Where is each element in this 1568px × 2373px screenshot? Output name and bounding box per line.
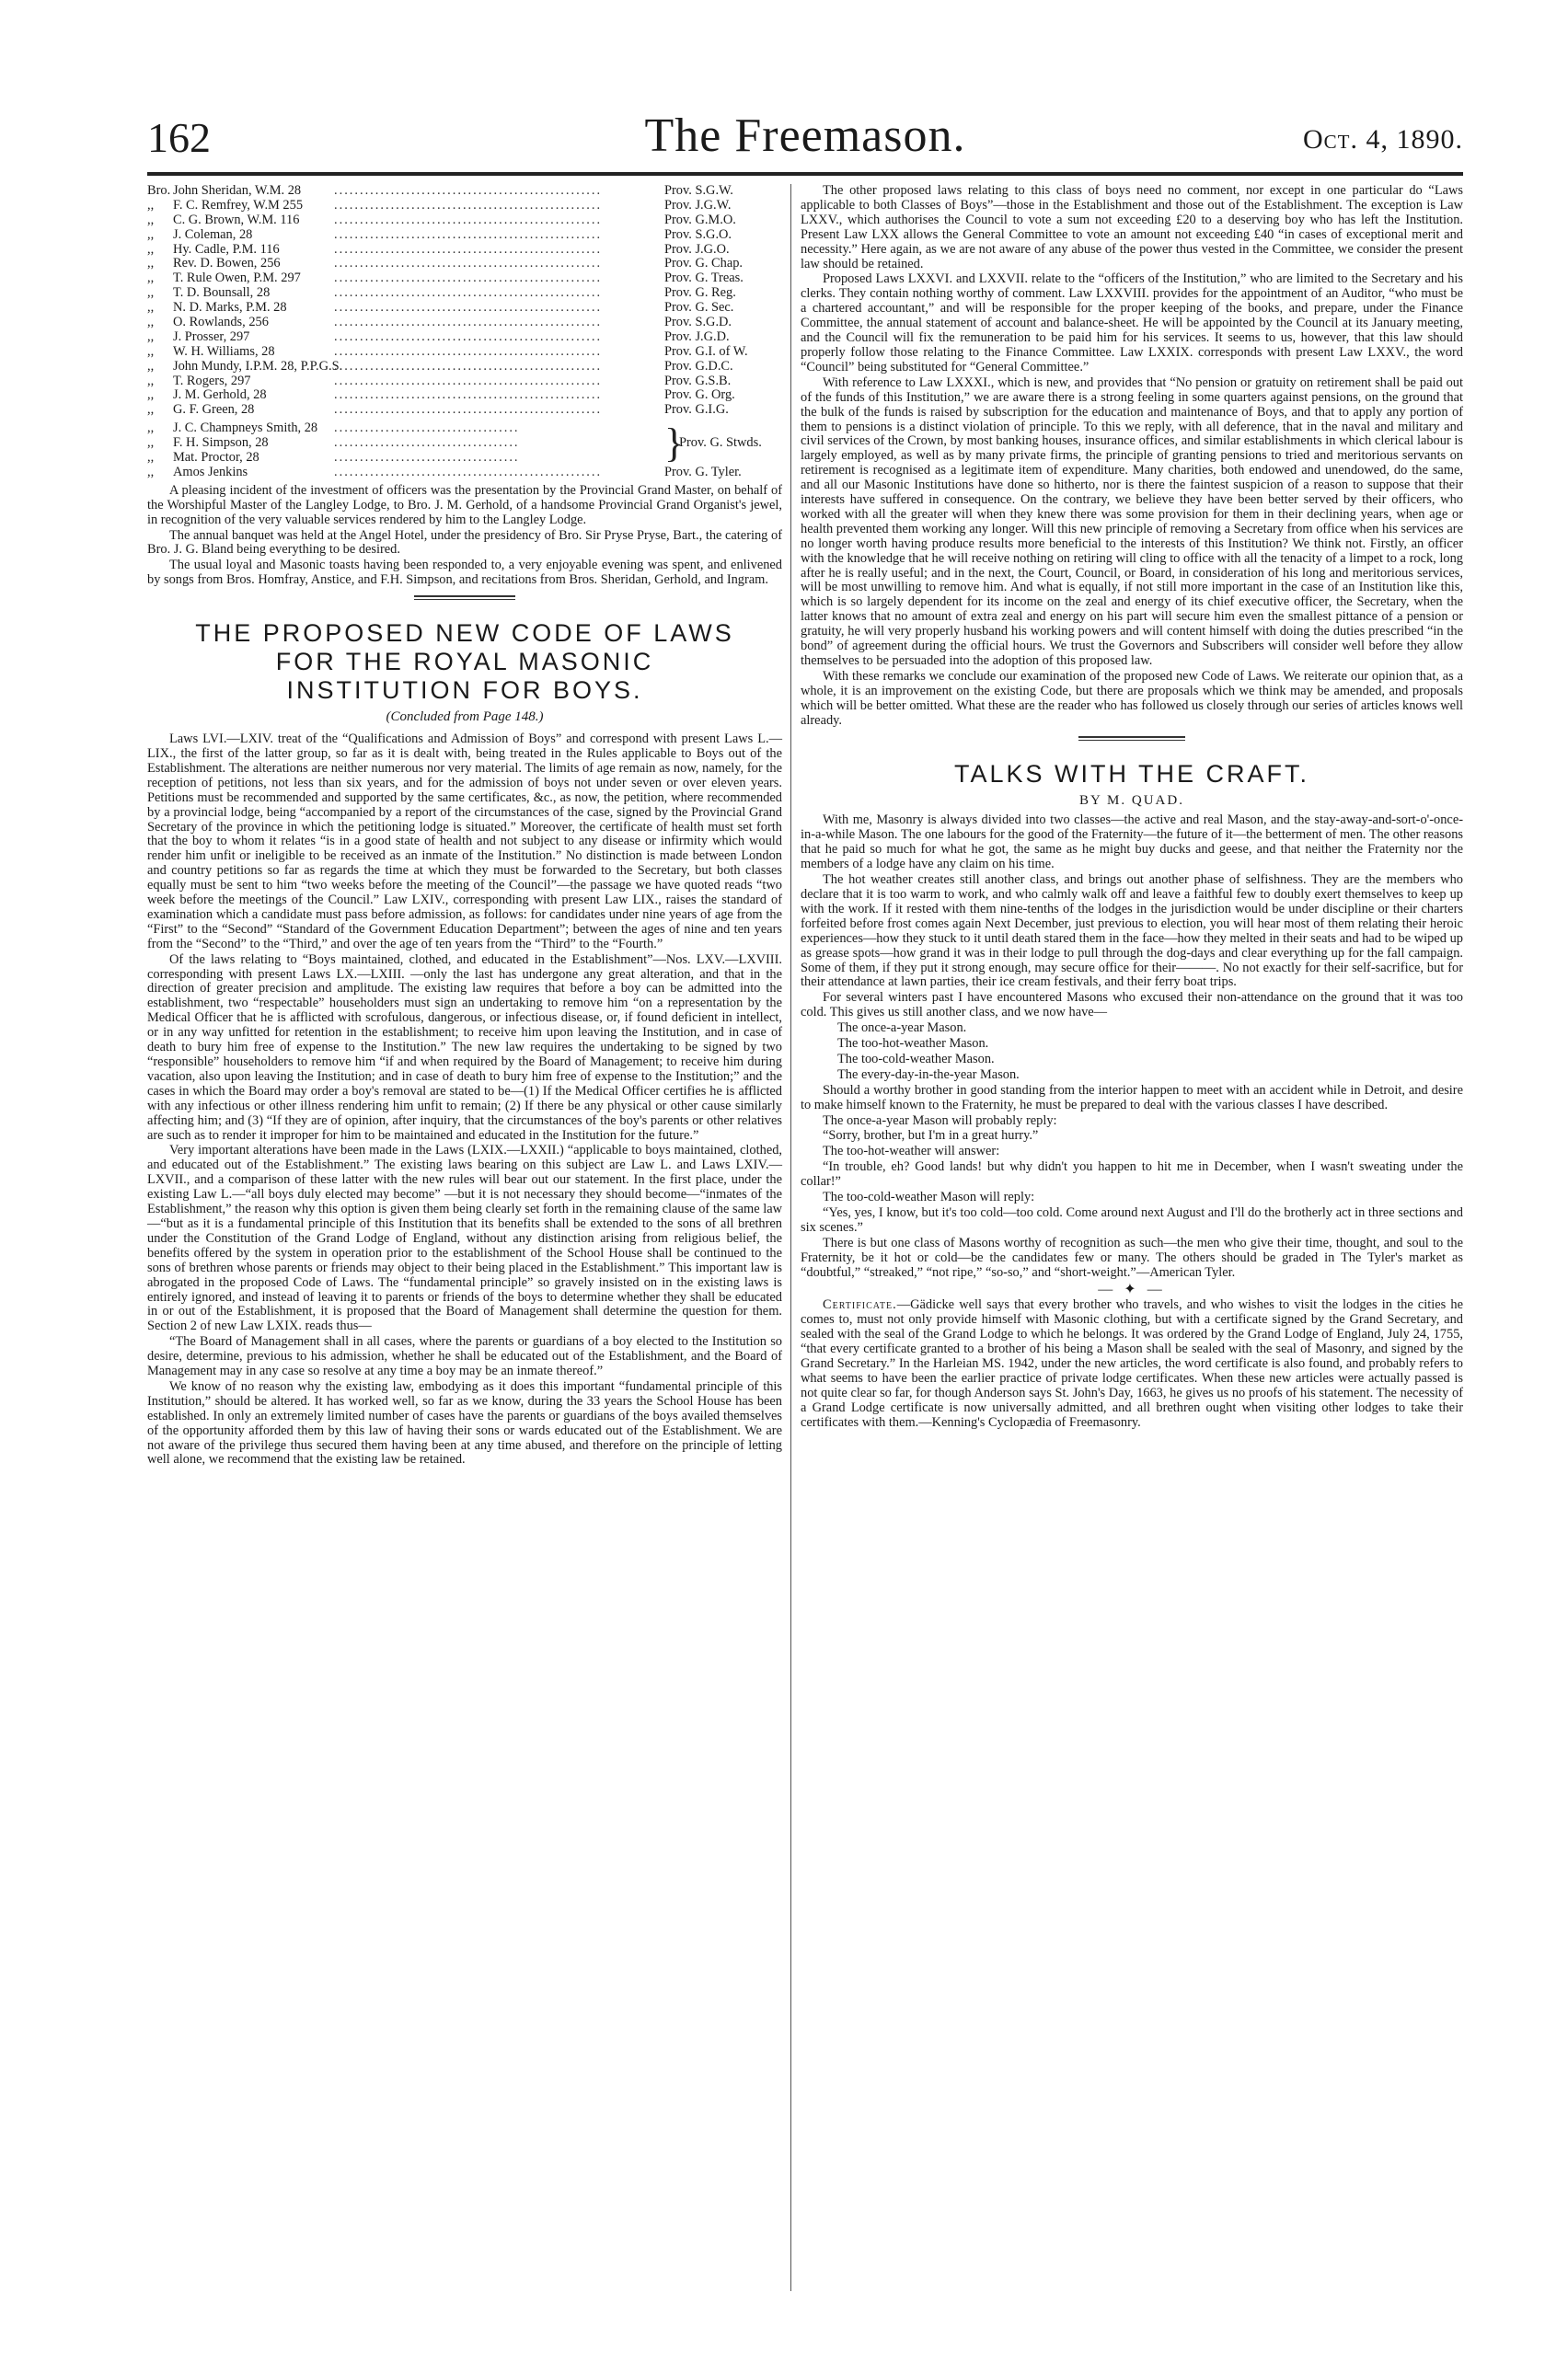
leader-dots: ....................................................	[334, 388, 603, 403]
officer-rank: Prov. G.I.G.	[664, 403, 729, 418]
officer-prefix: ,,	[147, 257, 155, 271]
brace-symbol: }	[664, 420, 685, 467]
leader-dots: ....................................................	[334, 344, 603, 359]
certificate-paragraph	[801, 1298, 1463, 1430]
officer-name: Amos Jenkins	[173, 465, 248, 479]
article-paragraph: “Sorry, brother, but I'm in a great hurry.”	[823, 1128, 1039, 1144]
officer-row	[147, 403, 782, 418]
officer-row	[147, 228, 782, 243]
article-paragraph: The hot weather creates still another class, and brings out another phase of selfishness. They are the members who declare that it is too warm to work, and who calmly walk off and leave a faithful few to doubly exert themselves to keep up with the work. If it rested with them nine-tenths of the lodges in the jurisdiction would be under discipline or their charters forfeited before frost comes again Next December, just previous to election, you will hear most of them relating their heroic experiences—how they stuck to it until death stared them in the face—how they melted in their seats and had to be wiped up as grease spots—how grand it was in their lodge to pull through the dog-days and clear everything up for the fall campaign. Some of them, if they put it strong enough, may secure office for their———. No not exactly for their self-sacrifice, but for their attendance at lawn parties, their ice cream festivals, and their ferry boat trips.	[801, 872, 1463, 990]
left-column	[147, 184, 782, 1469]
officer-prefix: ,,	[147, 403, 155, 418]
officer-prefix: ,,	[147, 227, 155, 242]
officer-name: J. Coleman, 28	[173, 227, 253, 242]
officer-rank: Prov. G.S.B.	[664, 374, 732, 388]
officer-name: J. M. Gerhold, 28	[173, 388, 267, 403]
section-rule	[801, 734, 1463, 743]
list-item: The too-cold-weather Mason.	[837, 1051, 995, 1066]
officer-name: C. G. Brown, W.M. 116	[173, 213, 300, 227]
officer-prefix: ,,	[147, 359, 155, 374]
officer-prefix: ,,	[147, 301, 155, 316]
officer-row	[147, 199, 782, 213]
article-paragraph: The once-a-year Mason will probably reply:	[823, 1112, 1057, 1128]
article-paragraph: There is but one class of Masons worthy of recognition as such—the men who give their time, thought, and soul to the Fraternity, be it hot or cold—be the candidates few or many. The others should be graded in The Tyler's market as “doubtful,” “streaked,” “not ripe,” “so-so,” and “short-weight.”—American Tyler.	[801, 1235, 1463, 1280]
officer-row-steward	[147, 436, 664, 451]
certificate-lead: Certificate.	[823, 1297, 897, 1313]
officer-row	[147, 388, 782, 403]
officer-name: Mat. Proctor, 28	[173, 451, 259, 466]
officer-name: John Sheridan, W.M. 28	[173, 184, 302, 198]
officer-prefix: ,,	[147, 316, 155, 330]
article-paragraph: Of the laws relating to “Boys maintained, clothed, and educated in the Establishment”—Nos. LXV.—LXVIII. corresponding with present Laws LX.—LXIII. —only the last has undergone any great alteration, and that in the direction of greater precision and amplitude. The existing law requires that before a boy can be admitted into the establishment, two “respectable” householders must sign an undertaking to remove him “on a representation by the Medical Officer that he is afflicted with scrofulous, dangerous, or infectious disease, or, if found deficient in intellect, or in any way unfitted for retention in the establishment; to receive him upon leaving the Institution, and in case of death to bury him free of expense to the Institution.” The new law requires the undertaking to be signed by two “responsible” householders to remove him “if and when required by the Board of Management; to receive him during vacation, also upon leaving the Institution; and in case of death to bury him free of expense to the Institution;” and the cases in which the Board may order a boy's removal are stated to be—(1) If the Medical Officer certifies he is afflicted with any infectious or other illness rendering him unfit to remain; (2) If there be any physical or other cause similarly affecting him; and (3) “If they are of opinion, after inquiry, that the circumstances of the boy's parents or other relatives are such as to render it improper for him to be maintained and educated in the Institution for the future.”	[147, 951, 782, 1143]
officer-name: J. C. Champneys Smith, 28	[173, 421, 318, 436]
list-item: The too-hot-weather Mason.	[837, 1036, 989, 1052]
officer-row	[147, 243, 782, 258]
officer-row	[147, 301, 782, 316]
leader-dots: ....................................................	[334, 257, 603, 271]
article-subheading: (Concluded from Page 148.)	[386, 709, 544, 725]
officer-rank: Prov. G. Tyler.	[664, 465, 742, 479]
column-divider	[790, 184, 791, 2291]
leader-dots: ....................................................	[334, 184, 603, 198]
section-rule	[147, 593, 782, 603]
officer-prefix: ,,	[147, 242, 155, 257]
leader-dots: ....................................................	[334, 271, 603, 286]
officer-rank: Prov. G. Chap.	[664, 257, 744, 271]
officer-name: T. Rogers, 297	[173, 374, 251, 388]
leader-dots: ....................................................	[334, 301, 603, 316]
officer-name: J. Prosser, 297	[173, 329, 250, 344]
leader-dots: ....................................	[334, 451, 520, 466]
officer-row	[147, 345, 782, 360]
article-heading-code: THE PROPOSED NEW CODE OF LAWS FOR THE ROYAL MASONIC INSTITUTION FOR BOYS.	[195, 619, 734, 705]
officer-prefix: ,,	[147, 421, 155, 436]
leader-dots: ....................................................	[334, 374, 603, 388]
leader-dots: ....................................	[334, 421, 520, 436]
leader-dots: ....................................................	[334, 316, 603, 330]
header-rule	[147, 172, 1463, 176]
leader-dots: ....................................................	[334, 227, 603, 242]
officer-rank: Prov. G. Treas.	[664, 271, 744, 286]
officer-row	[147, 330, 782, 345]
article-paragraph: “In trouble, eh? Good lands! but why didn't you happen to hit me in December, when I wasn't sweating under the collar!”	[801, 1159, 1463, 1190]
list-item: The once-a-year Mason.	[837, 1020, 967, 1036]
page-number: 162	[147, 114, 211, 161]
officer-rank: Prov. G. Reg.	[664, 286, 736, 301]
officer-rank: Prov. G. Sec.	[664, 301, 734, 316]
masthead-title: The Freemason.	[644, 109, 966, 162]
article-paragraph: The too-hot-weather will answer:	[823, 1144, 1000, 1159]
officer-name: John Mundy, I.P.M. 28, P.P.G.S.	[173, 359, 343, 374]
officer-prefix: ,,	[147, 286, 155, 301]
article-paragraph: For several winters past I have encountered Masons who excused their non-attendance on the ground that it was too cold. This gives us still another class, and we now have—	[801, 990, 1463, 1020]
officer-row	[147, 316, 782, 330]
officer-rank: Prov. S.G.D.	[664, 316, 732, 330]
officer-row	[147, 271, 782, 286]
officer-prefix: ,,	[147, 374, 155, 388]
officer-name: N. D. Marks, P.M. 28	[173, 301, 287, 316]
article-paragraph: “Yes, yes, I know, but it's too cold—too cold. Come around next August and I'll do the brotherly act in three sections and six scenes.”	[801, 1205, 1463, 1235]
officer-name: Hy. Cadle, P.M. 116	[173, 242, 280, 257]
officer-list	[147, 184, 782, 418]
officer-row	[147, 286, 782, 301]
officer-name: G. F. Green, 28	[173, 403, 255, 418]
article-paragraph: The other proposed laws relating to this class of boys need no comment, nor except in one particular do “Laws applicable to both Classes of Boys”—those in the Establishment and those out of the Establishment. The exception is Law LXXV., which authorises the Council to vote a sum not exceeding £20 to a deserving boy who has left the Institution. Present Law LXX allows the General Committee to vote an amount not exceeding £40 “in cases of exceptional merit and necessity.” Here again, as we are not aware of any abuse of the power thus vested in the Committee, we consider the present law should be retained.	[801, 183, 1463, 271]
intro-paragraph: The annual banquet was held at the Angel Hotel, under the presidency of Bro. Sir Pryse Pryse, Bart., the catering of Bro. J. G. Bland being everything to be desired.	[147, 527, 782, 558]
officer-row	[147, 374, 782, 389]
officer-row	[147, 360, 782, 374]
article-paragraph: We know of no reason why the existing law, embodying as it does this important “fundamental principle of this Institution,” should be altered. It has worked well, so far as we know, during the 33 years the School House has been established. In only an extremely limited number of cases have the parents or guardians of the boys availed themselves of the opportunity afforded them by this law of having their sons or wards educated out of the Establishment. We are not aware of the privilege thus secured them having been at any time abused, and therefore on the principle of letting well alone, we recommend that the existing law be retained.	[147, 1378, 782, 1468]
article-byline: BY M. QUAD.	[1079, 792, 1184, 808]
issue-date: Oct. 4, 1890.	[1303, 124, 1463, 155]
officer-row	[147, 184, 782, 199]
article-paragraph: Proposed Laws LXXVI. and LXXVII. relate to the “officers of the Institution,” who are limited to the Secretary and his clerks. They contain nothing worthy of comment. Law LXXVIII. provides for the appointment of an Auditor, “who must be a chartered accountant,” and will be responsible for the proper keeping of the books, and prepare, under the Finance Committee, the annual statement of account and balance-sheet. He will be appointed by the Council at its January meeting, and the Council will fix the remuneration to be paid him for his services. It seems to us, however, that this law should properly follow those relating to the Finance Committee. Law LXXIX. corresponds with present Law LXXV., the word “Council” being substituted for “General Committee.”	[801, 271, 1463, 374]
officer-prefix: ,,	[147, 344, 155, 359]
intro-paragraph: The usual loyal and Masonic toasts having been responded to, a very enjoyable evening was spent, and enlivened by songs from Bros. Homfray, Anstice, and F.H. Simpson, and recitations from Bros. Sheridan, Gerhold, and Ingram.	[147, 558, 782, 588]
leader-dots: ....................................................	[334, 465, 603, 479]
officer-name: W. H. Williams, 28	[173, 344, 275, 359]
officer-row-tyler	[147, 466, 782, 480]
officer-name: F. H. Simpson, 28	[173, 436, 269, 451]
leader-dots: ....................................................	[334, 286, 603, 301]
article-quote: “The Board of Management shall in all cases, where the parents or guardians of a boy elected to the Institution so desire, determine, previous to his admission, whether he shall be educated out of the Establishment, and the Board of Management may in any case so resolve at any time a boy may be an inmate thereof.”	[147, 1334, 782, 1379]
officer-name: Rev. D. Bowen, 256	[173, 257, 281, 271]
stewards-rank: Prov. G. Stwds.	[679, 435, 762, 451]
right-column	[801, 184, 1463, 1432]
officer-rank: Prov. G. Org.	[664, 388, 735, 403]
article-heading-craft: TALKS WITH THE CRAFT.	[953, 759, 1310, 788]
intro-paragraph: A pleasing incident of the investment of officers was the presentation by the Provincial Grand Master, on behalf of the Worshipful Master of the Langley Lodge, to Bro. J. M. Gerhold, of a handsome Provincial Grand Organist's jewel, in recognition of the very valuable services rendered by him to the Langley Lodge.	[147, 482, 782, 527]
officer-prefix: ,,	[147, 388, 155, 403]
article-paragraph: With these remarks we conclude our examination of the proposed new Code of Laws. We reiterate our opinion that, as a whole, it is an improvement on the existing Code, but there are proposals which we think may be amended, and proposals which will be better omitted. What these are the reader who has followed us closely through our series of articles knows well already.	[801, 668, 1463, 728]
officer-row-steward	[147, 451, 664, 466]
page-header	[147, 109, 1463, 173]
officer-rank: Prov. J.G.O.	[664, 242, 730, 257]
officer-name: T. D. Bounsall, 28	[173, 286, 271, 301]
article-paragraph: The too-cold-weather Mason will reply:	[823, 1190, 1035, 1205]
article-paragraph: With me, Masonry is always divided into two classes—the active and real Mason, and the stay-away-and-sort-o'-once-in-a-while Mason. The one labours for the good of the Fraternity—the future of it—the betterment of men. The other reasons that he paid so much for what he got, the same as he might buy ducks and geese, and that neither the Fraternity nor the members of a lodge have any claim on his time.	[801, 812, 1463, 872]
officer-name: O. Rowlands, 256	[173, 316, 269, 330]
article-paragraph: Should a worthy brother in good standing from the interior happen to meet with an accident while in Detroit, and desire to make himself known to the Fraternity, he must be prepared to deal with the various classes I have described.	[801, 1082, 1463, 1112]
leader-dots: ....................................	[334, 436, 520, 451]
officer-name: F. C. Remfrey, W.M 255	[173, 198, 304, 213]
article-paragraph: Very important alterations have been made in the Laws (LXIX.—LXXII.) “applicable to boys maintained, clothed, and educated out of the Establishment.” The existing laws bearing on this subject are Law L. and Laws LXIV.—LXVII., and a comparison of these latter with the new rules will bear out our statement. In the first place, under the existing Law L.—“all boys duly elected may become” —but it is not necessary they should become—“inmates of the Establishment,” the reason why this option is given them being clearly set forth in the remaining clause of the same law—“but as it is a fundamental principle of this Institution that its benefits shall be extended to the sons of all brethren under the Constitution of the Grand Lodge of England, without any distinction arising from religious belief, the benefits offered by the system in operation prior to the establishment of the School House shall be continued to the sons of brethren whose parents or friends may object to their being placed in the Establishment.” This important law is abrogated in the proposed Code of Laws. The “fundamental principle” so gravely insisted on in the existing laws is entirely ignored, and instead of leaving it to parents or friends of the boys to determine whether they shall be educated in or out of the Establishment, it is proposed that the Board of Management shall determine the question for them. Section 2 of new Law LXIX. reads thus—	[147, 1143, 782, 1334]
officer-prefix: ,,	[147, 329, 155, 344]
leader-dots: ....................................................	[334, 198, 603, 213]
officer-name: T. Rule Owen, P.M. 297	[173, 271, 301, 286]
officer-prefix: ,,	[147, 436, 155, 451]
article-paragraph: With reference to Law LXXXI., which is new, and provides that “No pension or gratuity on retirement shall be paid out of the funds of this Institution,” we are aware there is a strong feeling in some quarters against pensions, on the ground that the bulk of the funds is raised by subscription for the education and maintenance of Boys, and that to apply any portion of them to pensions is a distinct violation of principle. To this we reply, with all deference, that in the naval and military and civil services of the Crown, by most banking houses, insurance offices, and similar establishments in which clerical labour is largely employed, as well as by many private firms, the principle of granting pensions to tried and meritorious servants on retirement is recognised as a legitimate item of expenditure. Many charities, both endowed and unendowed, do the same, and all our Masonic Institutions have done so hitherto, nor is there the faintest suspicion of a reason to suppose that their interests have suffered in consequence. On the contrary, we believe they have been better served by their officers, who worked with all the greater will when they knew there was some provision for them in their declining years, when age or health prevented them working any longer. Will this new principle of removing a Secretary from office when his services are no longer worth having produce results more beneficial to the interests of this Institution? We think not. Firstly, an officer with the knowledge that he will receive nothing on retiring will cling to office with all the tenacity of a limpet to a rock, long after he is really useful; and in the next, the Court, Council, or Board, in consideration of his long and meritorious services, will be most unwilling to remove him. And what is equally, if not still more important in the case of an Institution like this, which is so largely dependent for its income on the zeal and energy of its chief executive officer, the Secretary, when the latter knows that no amount of extra zeal and energy on his part will secure him even the smallest pittance of a pension or gratuity, he will very properly husband his working powers and will content himself with doing the duties prescribed “in the bond” of agreement during the official hours. We trust the Governors and Subscribers will consider well before they allow themselves to be persuaded into the adoption of this proposed law.	[801, 374, 1463, 668]
officer-prefix: ,,	[147, 451, 155, 466]
leader-dots: ....................................................	[334, 213, 603, 227]
officer-row	[147, 213, 782, 228]
article-paragraph: Laws LVI.—LXIV. treat of the “Qualifications and Admission of Boys” and correspond with present Laws L.—LIX., the first of the latter group, so far as it is dealt with, being treated in the Rules applicable to Boys out of the Establishment. The alterations are neither numerous nor very material. The limits of age remain as now, namely, for the reception of petitions, not less than six years, and for the admission of boys not under seven or over eleven years. Petitions must be recommended and supported by the same certificates, &c., as now, the petition, where recommended by a provincial lodge, being “accompanied by a report of the circumstances of the case, signed by the Provincial Grand Secretary of the province in which the petitioning lodge is situated.” Moreover, the certificate of health must set forth that the boy to whom it relates “is in a good state of health and not subject to any disease or infirmity which would render him unfit or ineligible to be received as an inmate of the Institution.” No distinction is made between London and country petitions so far as regards the time at which they must be forwarded to the Secretary, but both classes equally must be sent to him “two weeks before the meeting of the Council”—the passage we have quoted reads “two week before the meetings of the Council.” Law LXIV., corresponding with present Law LIX., raises the standard of examination which a candidate must pass before admission, as follows: for candidates under nine years of age from the “First” to the “Second” “Standard of the Government Education Department”; between the ages of nine and ten years from the “Second” to the “Third,” and over the age of ten years from the “Third” to the “Fourth.”	[147, 731, 782, 951]
officer-row-steward	[147, 421, 664, 436]
officer-row	[147, 257, 782, 271]
officer-rank: Prov. G.I. of W.	[664, 344, 748, 359]
list-item: The every-day-in-the-year Mason.	[837, 1066, 1020, 1082]
officer-prefix: Bro.	[147, 184, 171, 198]
officer-rank: Prov. S.G.W.	[664, 184, 733, 198]
officer-rank: Prov. J.G.D.	[664, 329, 730, 344]
officer-prefix: ,,	[147, 198, 155, 213]
leader-dots: ....................................................	[334, 403, 603, 418]
leader-dots: ....................................................	[334, 242, 603, 257]
certificate-text: —Gädicke well says that every brother who travels, and who wishes to visit the lodges in the cities he comes to, must not only provide himself with Masonic clothing, but with a certificate signed by the Grand Secretary, and sealed with the seal of the Grand Lodge to which he belongs. It was ordered by the Grand Lodge of England, July 24, 1755, “that every certificate granted to a brother of his being a Mason shall be sealed with the seal of Masonry, and signed by the Grand Secretary.” In the Harleian MS. 1942, under the new articles, the word certificate is also found, and probably refers to what seems to have been the earlier practice of private lodge certificates. When these new articles were actually passed is not quite clear so far, for though Anderson says St. John's Day, 1663, he gives us no proofs of his statement. The necessity of a Grand Lodge certificate is now universally admitted, and all brethren ought when visiting other lodges to take their certificates with them.—Kenning's Cyclopædia of Freemasonry.	[801, 1297, 1463, 1430]
ornament-divider: — ✦ —	[1098, 1281, 1166, 1297]
officer-prefix: ,,	[147, 213, 155, 227]
leader-dots: ....................................................	[334, 359, 603, 374]
leader-dots: ....................................................	[334, 329, 603, 344]
officer-rank: Prov. J.G.W.	[664, 198, 732, 213]
officer-prefix: ,,	[147, 271, 155, 286]
stewards-group	[147, 421, 782, 480]
officer-prefix: ,,	[147, 465, 155, 479]
officer-rank: Prov. G.D.C.	[664, 359, 733, 374]
officer-rank: Prov. G.M.O.	[664, 213, 736, 227]
officer-rank: Prov. S.G.O.	[664, 227, 732, 242]
